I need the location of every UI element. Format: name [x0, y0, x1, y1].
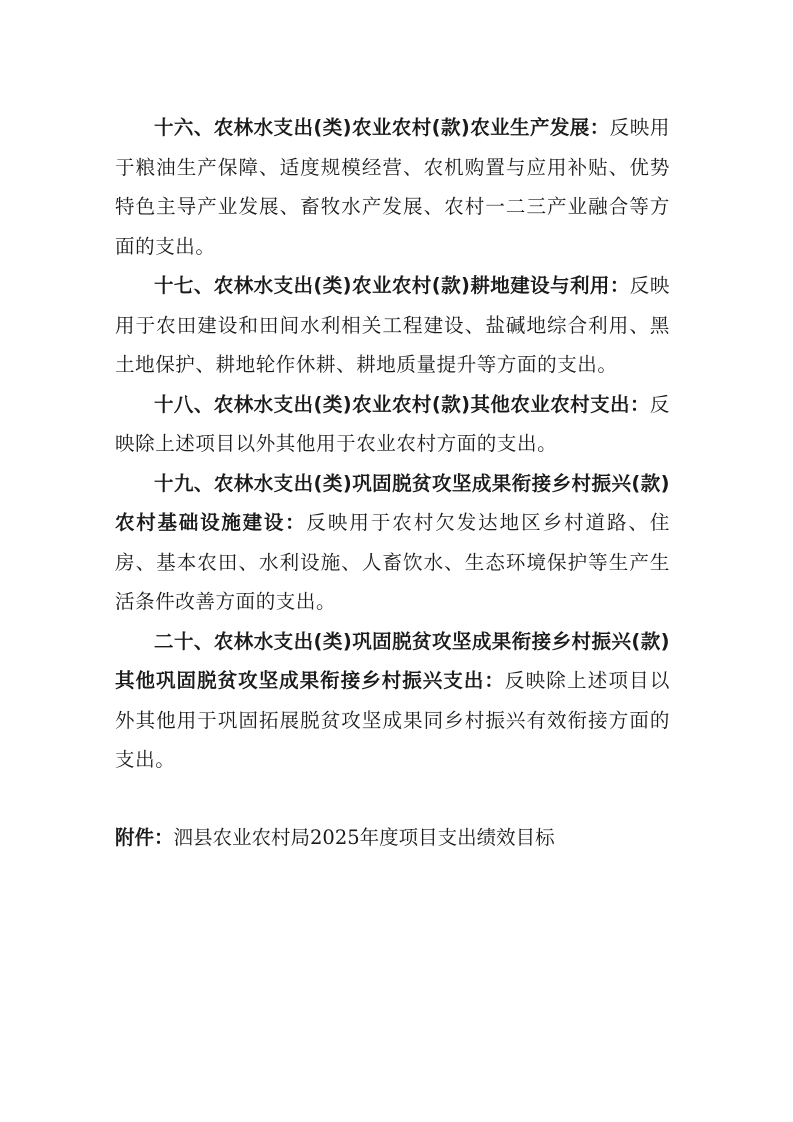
paragraph-heading: 十七、农林水支出(类)农业农村(款)耕地建设与利用：: [154, 274, 630, 297]
paragraph-text: 反映除上述项目以外其他用于巩固拓展脱贫攻坚成果同乡村振兴有效衔接方面的支出。: [115, 669, 670, 771]
document-body: [115, 108, 670, 780]
attachment-link[interactable]: 泗县农业农村局2025年度项目支出绩效目标: [173, 826, 555, 849]
paragraph-20: [115, 622, 670, 780]
paragraph-18: [115, 385, 670, 464]
paragraph-heading: 二十、农林水支出(类)巩固脱贫攻坚成果衔接乡村振兴(款)其他巩固脱贫攻坚成果衔接乡村振兴支出：: [115, 629, 670, 692]
paragraph-heading: 十八、农林水支出(类)农业农村(款)其他农业农村支出：: [154, 392, 650, 416]
paragraph-16: [115, 108, 670, 266]
paragraph-text: 反映用于农田建设和田间水利相关工程建设、盐碱地综合利用、黑土地保护、耕地轮作休耕、耕地质量提升等方面的支出。: [115, 274, 670, 376]
paragraph-text: 反映用于粮油生产保障、适度规模经营、农机购置与应用补贴、优势特色主导产业发展、畜牧水产发展、农村一二三产业融合等方面的支出。: [115, 116, 670, 258]
paragraph-heading: 十九、农林水支出(类)巩固脱贫攻坚成果衔接乡村振兴(款)农村基础设施建设：: [115, 471, 670, 534]
paragraph-text: 反映用于农村欠发达地区乡村道路、住房、基本农田、水利设施、人畜饮水、生态环境保护等生产生活条件改善方面的支出。: [115, 511, 671, 613]
attachment-label: 附件：: [115, 826, 174, 849]
attachment-line: [115, 818, 675, 858]
paragraph-19: [115, 464, 670, 622]
paragraph-heading: 十六、农林水支出(类)农业农村(款)农业生产发展：: [154, 116, 610, 139]
paragraph-text: 反映除上述项目以外其他用于农业农村方面的支出。: [115, 392, 670, 455]
paragraph-17: [115, 266, 670, 385]
